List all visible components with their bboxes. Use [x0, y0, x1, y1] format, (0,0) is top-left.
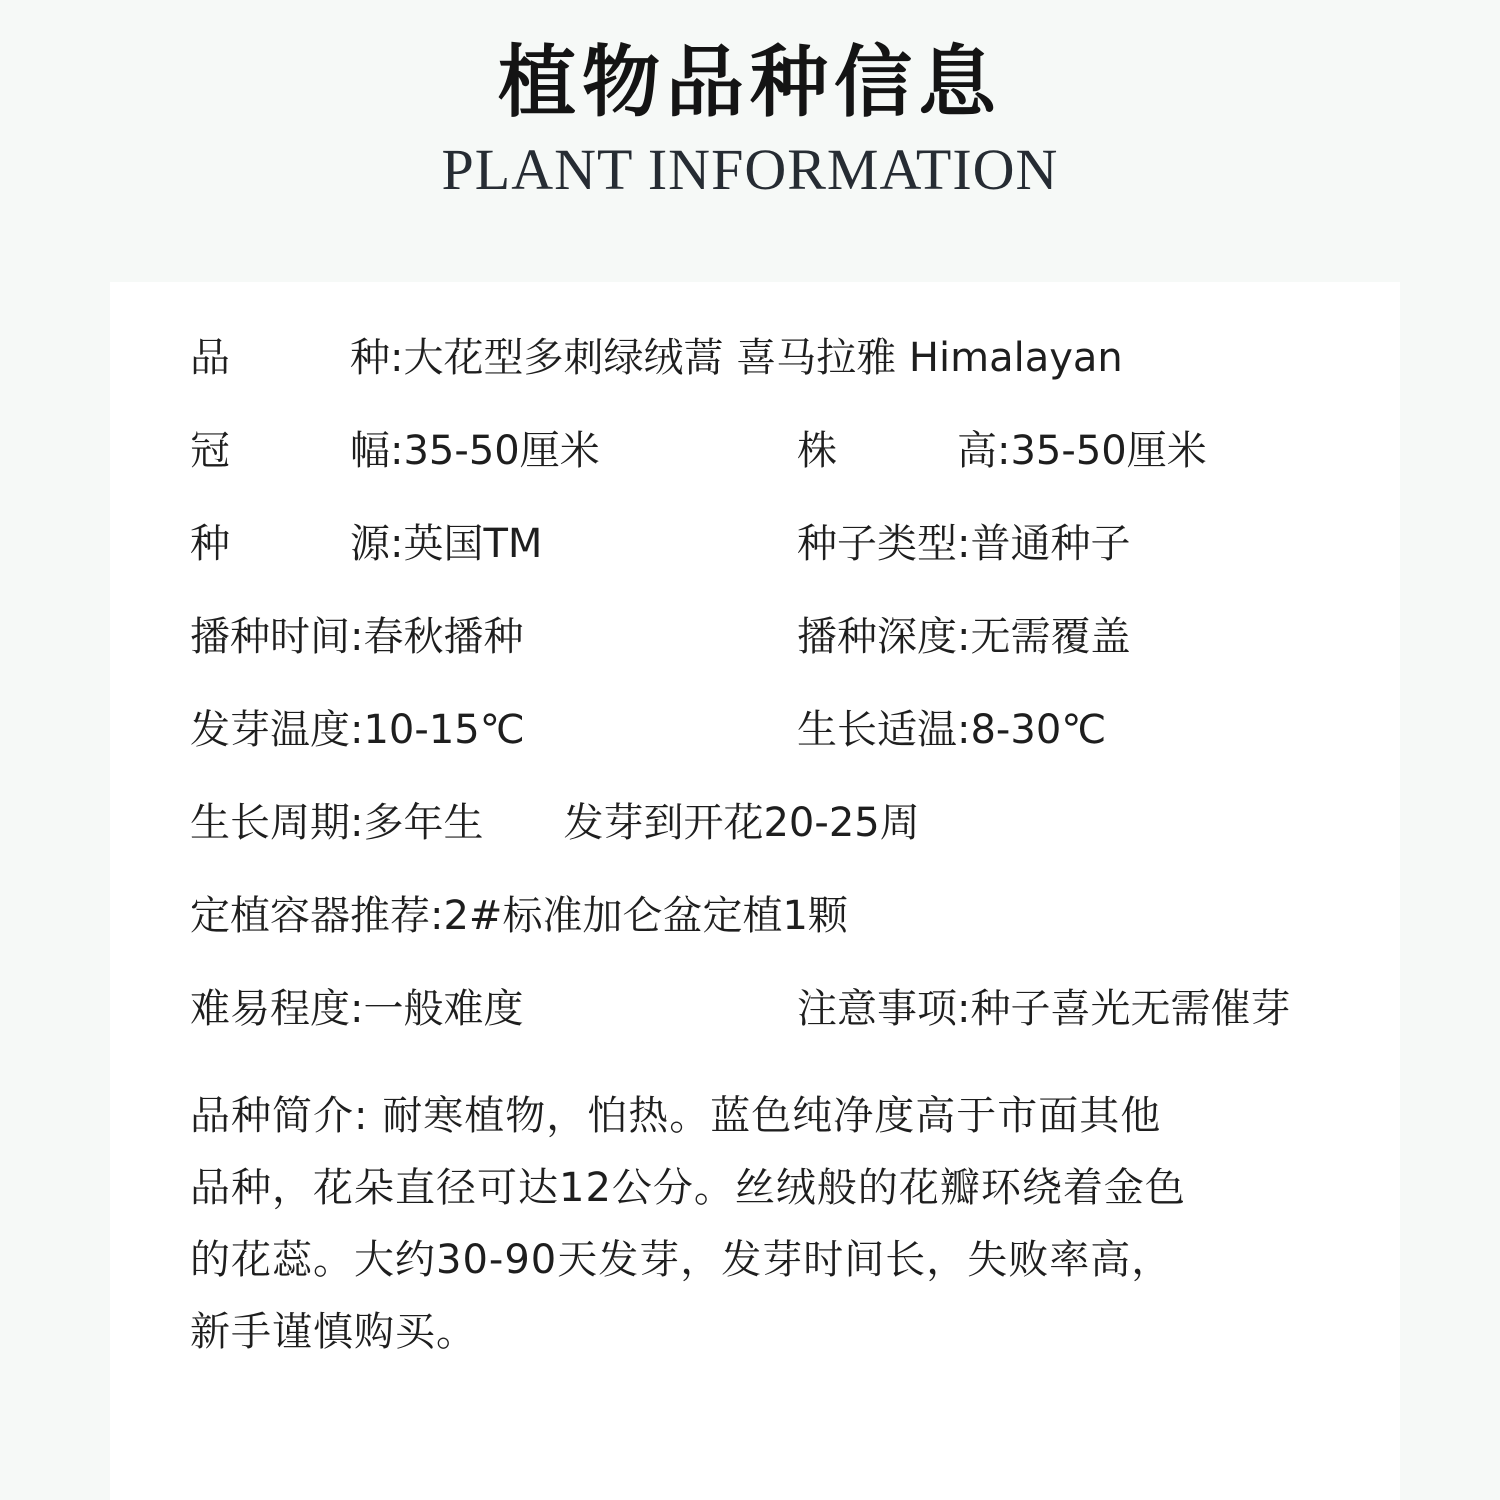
info-colon: : [957, 986, 971, 1032]
info-value: 多年生 发芽到开花20-25周 [363, 800, 920, 846]
info-row-germ-temp [190, 706, 525, 754]
info-label: 播种深度 [797, 614, 957, 660]
info-row-grow-temp [797, 706, 1106, 754]
info-label: 播种时间 [190, 614, 350, 660]
info-label: 生长适温 [797, 707, 957, 753]
info-colon: : [390, 428, 404, 474]
info-label: 种子类型 [797, 521, 957, 567]
info-value: 英国TM [403, 521, 543, 567]
intro-label: 品种简介 [190, 1093, 354, 1139]
page-subtitle: PLANT INFORMATION [441, 137, 1059, 202]
info-colon: : [957, 614, 971, 660]
intro-line [190, 1080, 1350, 1152]
info-row-container [190, 892, 848, 940]
info-label: 难易程度 [190, 986, 350, 1032]
info-value: 35-50厘米 [1010, 428, 1207, 474]
info-row-seed-type [797, 520, 1130, 568]
intro-line: 新手谨慎购买。 [190, 1309, 477, 1355]
header [0, 0, 1500, 270]
info-label: 注意事项 [797, 986, 957, 1032]
info-colon: : [350, 986, 364, 1032]
info-row-difficulty [190, 985, 523, 1033]
info-row-variety [190, 334, 1123, 382]
info-label: 品 种 [190, 335, 390, 381]
page-title: 植物品种信息 [497, 38, 1002, 128]
info-label: 株 高 [797, 428, 997, 474]
info-row-sow-depth [797, 613, 1130, 661]
info-label: 生长周期 [190, 800, 350, 846]
info-value: 春秋播种 [363, 614, 524, 660]
info-colon: : [350, 800, 364, 846]
info-value: 种子喜光无需催芽 [970, 986, 1291, 1032]
info-label: 定植容器推荐 [190, 893, 430, 939]
info-label: 冠 幅 [190, 428, 390, 474]
info-value: 一般难度 [363, 986, 524, 1032]
info-label: 发芽温度 [190, 707, 350, 753]
info-row-sow-time [190, 613, 523, 661]
info-colon: : [430, 893, 444, 939]
info-value: 35-50厘米 [403, 428, 600, 474]
info-colon: : [390, 335, 404, 381]
info-colon: : [957, 707, 971, 753]
info-colon: : [957, 521, 971, 567]
info-value: 无需覆盖 [970, 614, 1131, 660]
info-value: 2#标准加仑盆定植1颗 [443, 893, 848, 939]
intro-text: 耐寒植物，怕热。蓝色纯净度高于市面其他 [368, 1093, 1162, 1139]
info-value: 8-30℃ [970, 707, 1107, 753]
variety-intro [190, 1080, 1350, 1368]
info-label: 种 源 [190, 521, 390, 567]
intro-line: 品种，花朵直径可达12公分。丝绒般的花瓣环绕着金色 [190, 1165, 1186, 1211]
info-row-notes [797, 985, 1290, 1033]
info-colon: : [997, 428, 1011, 474]
info-colon: : [350, 707, 364, 753]
info-row-origin [190, 520, 542, 568]
info-value: 10-15℃ [363, 707, 525, 753]
intro-line: 的花蕊。大约30-90天发芽，发芽时间长，失败率高， [190, 1237, 1173, 1283]
info-row-height [797, 427, 1207, 475]
intro-colon: : [354, 1093, 369, 1139]
info-colon: : [350, 614, 364, 660]
info-value: 大花型多刺绿绒蒿 喜马拉雅 Himalayan [403, 335, 1123, 381]
info-row-cycle [190, 799, 920, 847]
info-value: 普通种子 [970, 521, 1131, 567]
info-colon: : [390, 521, 404, 567]
info-row-crown [190, 427, 600, 475]
